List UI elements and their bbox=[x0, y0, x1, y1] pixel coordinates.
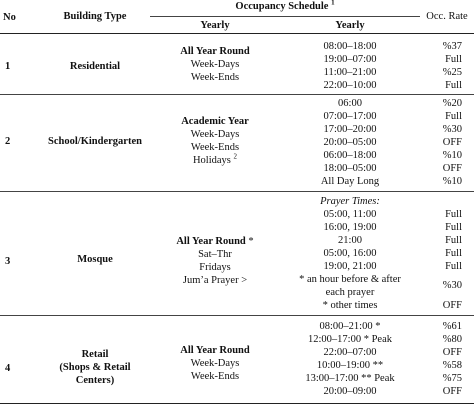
row-3-rule bbox=[0, 315, 474, 316]
row-1-rate-1: Full bbox=[445, 54, 462, 65]
row-4-time-5: 20:00–09:00 bbox=[323, 386, 377, 397]
row-2-time-5: 18:00–05:00 bbox=[323, 163, 377, 174]
row-1-time-1: 19:00–07:00 bbox=[323, 54, 377, 65]
row-4-time-0: 08:00–21:00 * bbox=[319, 321, 381, 332]
row-2-time-1: 07:00–17:00 bbox=[323, 111, 377, 122]
row-4-schedule-2: Week-Ends bbox=[190, 371, 240, 382]
row-2-schedule-2: Week-Ends bbox=[190, 142, 240, 153]
row-4-building-type-1: (Shops & Retail bbox=[59, 362, 131, 373]
row-3-rate-6: %30 bbox=[442, 280, 462, 291]
row-3-rate-1: Full bbox=[445, 209, 462, 220]
row-3-building-type: Mosque bbox=[77, 254, 113, 265]
row-3-time-6: * an hour before & after bbox=[299, 274, 401, 285]
row-1-schedule-0: All Year Round bbox=[180, 46, 250, 57]
row-4-rate-3: %58 bbox=[442, 360, 462, 371]
row-1-time-2: 11:00–21:00 bbox=[323, 67, 377, 78]
header-subrule bbox=[150, 16, 420, 17]
row-2-rate-0: %20 bbox=[442, 98, 462, 109]
row-2-time-2: 17:00–20:00 bbox=[323, 124, 377, 135]
row-2-rate-6: %10 bbox=[442, 176, 462, 187]
row-1-rate-2: %25 bbox=[442, 67, 462, 78]
row-2-time-3: 20:00–05:00 bbox=[323, 137, 377, 148]
row-3-schedule-1: Sat–Thr bbox=[198, 249, 232, 260]
row-1-schedule-2: Week-Ends bbox=[190, 72, 240, 83]
row-2-schedule-1: Week-Days bbox=[190, 129, 240, 140]
row-2-time-0: 06:00 bbox=[338, 98, 362, 109]
row-2-building-type: School/Kindergarten bbox=[48, 136, 142, 147]
row-2-rate-1: Full bbox=[445, 111, 462, 122]
header-occupancy-schedule: Occupancy Schedule $^1$ bbox=[235, 0, 335, 12]
row-3-time-8: * other times bbox=[322, 300, 378, 311]
row-1-time-3: 22:00–10:00 bbox=[323, 80, 377, 91]
header-building-type: Building Type bbox=[63, 11, 127, 22]
row-2-schedule-0: Academic Year bbox=[181, 116, 249, 127]
row-4-schedule-0: All Year Round bbox=[180, 345, 250, 356]
row-3-rate-5: Full bbox=[445, 261, 462, 272]
row-3-rate-4: Full bbox=[445, 248, 462, 259]
row-2-schedule-3: Holidays $^2$ bbox=[192, 152, 238, 166]
footnote-marker: 1 bbox=[331, 0, 335, 7]
row-4-time-1: 12:00–17:00 * Peak bbox=[308, 334, 392, 345]
row-4-time-2: 22:00–07:00 bbox=[323, 347, 377, 358]
row-4-rate-5: OFF bbox=[442, 386, 462, 397]
row-3-time-7: each prayer bbox=[325, 287, 375, 298]
row-2-rate-2: %30 bbox=[442, 124, 462, 135]
row-4-schedule-1: Week-Days bbox=[190, 358, 240, 369]
row-4-no: 4 bbox=[5, 363, 11, 374]
row-1-rate-0: %37 bbox=[442, 41, 462, 52]
row-3-rate-3: Full bbox=[445, 235, 462, 246]
row-1-time-0: 08:00–18:00 bbox=[323, 41, 377, 52]
header-yearly-right: Yearly bbox=[335, 20, 365, 31]
header-occ-rate: Occ. Rate bbox=[426, 11, 468, 22]
row-2-rule bbox=[0, 191, 474, 192]
row-3-time-1: 05:00, 11:00 bbox=[323, 209, 377, 220]
row-2-time-6: All Day Long bbox=[320, 176, 380, 187]
row-2-rate-5: OFF bbox=[442, 163, 462, 174]
row-3-rate-2: Full bbox=[445, 222, 462, 233]
row-3-no: 3 bbox=[5, 256, 11, 267]
row-2-no: 2 bbox=[5, 136, 11, 147]
table-bottom-rule bbox=[0, 403, 474, 404]
row-3-schedule-2: Fridays bbox=[199, 262, 231, 273]
row-3-rate-8: OFF bbox=[442, 300, 462, 311]
row-4-rate-2: OFF bbox=[442, 347, 462, 358]
row-3-time-2: 16:00, 19:00 bbox=[323, 222, 377, 233]
row-4-time-3: 10:00–19:00 ** bbox=[316, 360, 384, 371]
row-1-no: 1 bbox=[5, 61, 11, 72]
row-4-time-4: 13:00–17:00 ** Peak bbox=[305, 373, 395, 384]
row-4-rate-0: %61 bbox=[442, 321, 462, 332]
row-2-rate-4: %10 bbox=[442, 150, 462, 161]
row-3-time-0: Prayer Times: bbox=[320, 196, 380, 207]
row-4-building-type-2: Centers) bbox=[75, 375, 115, 386]
row-2-rate-3: OFF bbox=[442, 137, 462, 148]
header-no: No bbox=[3, 12, 16, 23]
row-4-rate-4: %75 bbox=[442, 373, 462, 384]
row-1-rule bbox=[0, 94, 474, 95]
row-3-time-3: 21:00 bbox=[338, 235, 362, 246]
row-3-time-4: 05:00, 16:00 bbox=[323, 248, 377, 259]
row-1-rate-3: Full bbox=[445, 80, 462, 91]
row-3-schedule-3: Jum’a Prayer > bbox=[182, 275, 248, 286]
row-1-schedule-1: Week-Days bbox=[190, 59, 240, 70]
row-1-building-type: Residential bbox=[69, 61, 121, 72]
row-4-building-type-0: Retail bbox=[81, 349, 109, 360]
row-2-time-4: 06:00–18:00 bbox=[323, 150, 377, 161]
header-rule bbox=[0, 33, 474, 34]
row-3-time-5: 19:00, 21:00 bbox=[323, 261, 377, 272]
row-3-schedule-0: All Year Round * bbox=[176, 236, 254, 247]
row-4-rate-1: %80 bbox=[442, 334, 462, 345]
holidays-footnote: 2 bbox=[233, 152, 238, 161]
header-yearly-left: Yearly bbox=[200, 20, 230, 31]
